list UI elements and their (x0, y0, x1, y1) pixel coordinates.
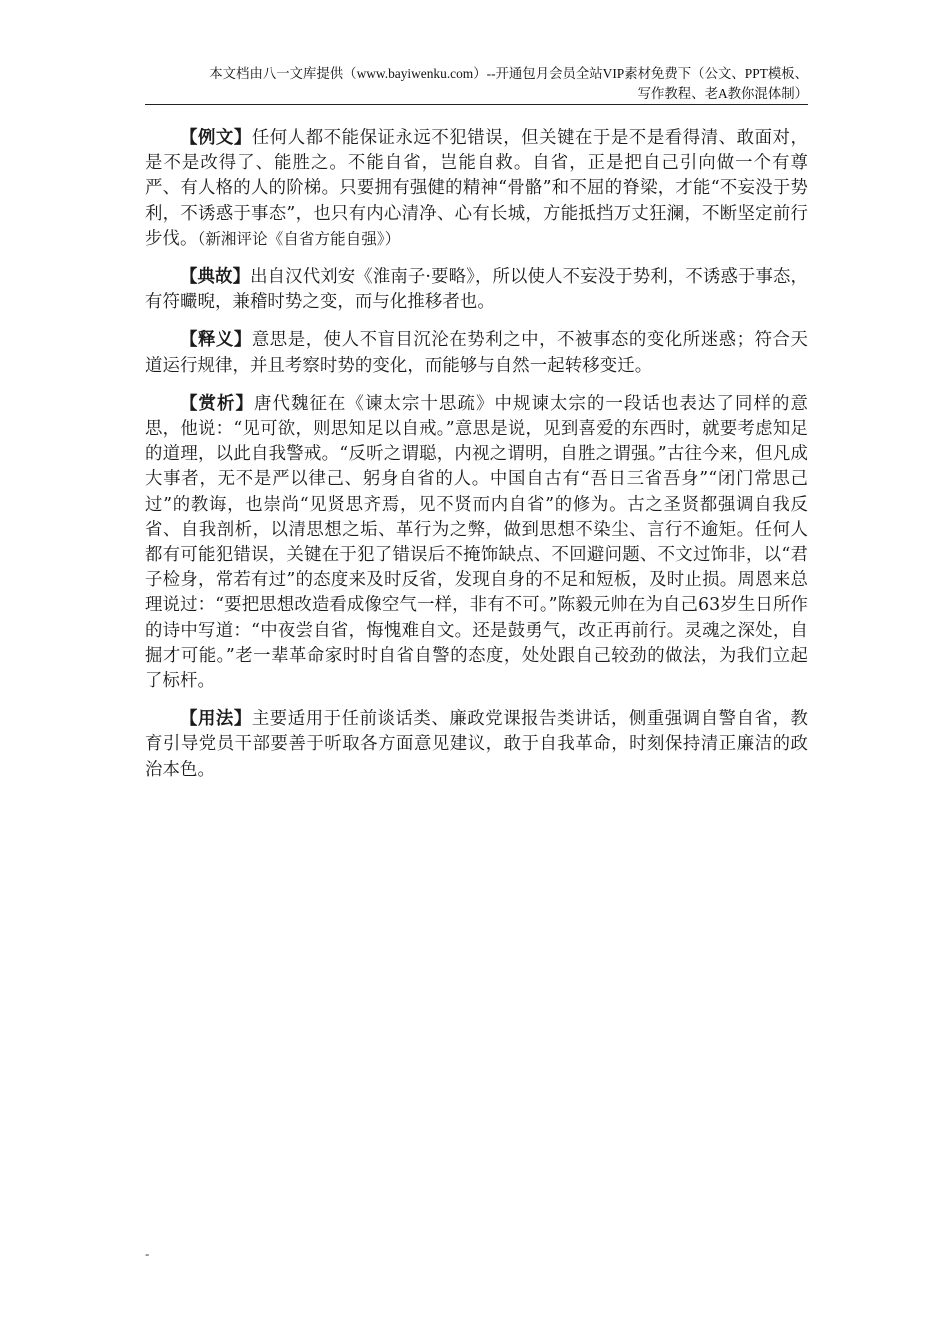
appreciation-text: 唐代魏征在《谏太宗十思疏》中规谏太宗的一段话也表达了同样的意思，他说：“见可欲，则思知足以自戒。”意思是说，见到喜爱的东西时，就要考虑知足的道理，以此自我警戒。“反听之谓聪，内视之谓明，自胜之谓强。”古往今来，但凡成大事者，无不是严以律己、躬身自省的人。中国自古有“吾日三省吾身”“闭门常思己过”的教诲，也崇尚“见贤思齐焉，见不贤而内自省”的修为。古之圣贤都强调自我反省、自我剖析，以清思想之垢、革行为之弊，做到思想不染尘、言行不逾矩。任何人都有可能犯错误，关键在于犯了错误后不掩饰缺点、不回避问题、不文过饰非，以“君子检身，常若有过”的态度来及时反省，发现自身的不足和短板，及时止损。周恩来总理说过：“要把思想改造看成像空气一样，非有不可。”陈毅元帅在为自己63岁生日所作的诗中写道：“中夜尝自省，悔愧难自文。还是鼓勇气，改正再前行。灵魂之深处，自掘才可能。”老一辈革命家时时自省自警的态度，处处跟自己较劲的做法，为我们立起了标杆。 (145, 393, 808, 692)
page-header (145, 64, 808, 104)
example-tag: 【例文】 (180, 128, 252, 148)
paragraph-allusion (145, 265, 808, 315)
paragraph-meaning (145, 328, 808, 378)
example-source: （新湘评论《自省方能自强》） (197, 229, 401, 248)
appreciation-tag: 【赏析】 (180, 393, 254, 414)
header-line-1: 本文档由八一文库提供（www.bayiwenku.com）--开通包月会员全站VIP素材免费下（公文、PPT模板、 (209, 66, 808, 81)
usage-tag: 【用法】 (180, 709, 252, 730)
paragraph-usage (145, 707, 808, 783)
header-divider (145, 104, 808, 105)
header-line-2: 写作教程、老A教你混体制） (637, 86, 808, 101)
meaning-text: 意思是，使人不盲目沉沦在势利之中，不被事态的变化所迷惑；符合天道运行规律，并且考察时势的变化，而能够与自然一起转移变迁。 (145, 330, 808, 376)
usage-text: 主要适用于任前谈话类、廉政党课报告类讲话，侧重强调自警自省，教育引导党员干部要善于听取各方面意见建议，敢于自我革命，时刻保持清正廉洁的政治本色。 (145, 709, 808, 780)
allusion-text: 出自汉代刘安《淮南子·要略》，所以使人不妄没于势利，不诱惑于事态，有符曮晲，兼稽时势之变，而与化推移者也。 (145, 267, 808, 313)
paragraph-appreciation (145, 392, 808, 694)
example-text: 任何人都不能保证永远不犯错误，但关键在于是不是看得清、敢面对，是不是改得了、能胜之。不能自省，岂能自救。自省，正是把自己引向做一个有尊严、有人格的人的阶梯。只要拥有强健的精神“骨骼”和不屈的脊梁，才能“不妄没于势利，不诱惑于事态”，也只有内心清净、心有长城，方能抵挡万丈狂澜，不断坚定前行步伐。 (145, 128, 808, 249)
allusion-tag: 【典故】 (180, 267, 251, 288)
footer-mark: - (145, 1246, 150, 1261)
paragraph-example (145, 126, 808, 252)
meaning-tag: 【释义】 (180, 330, 252, 351)
document-body (145, 126, 808, 796)
